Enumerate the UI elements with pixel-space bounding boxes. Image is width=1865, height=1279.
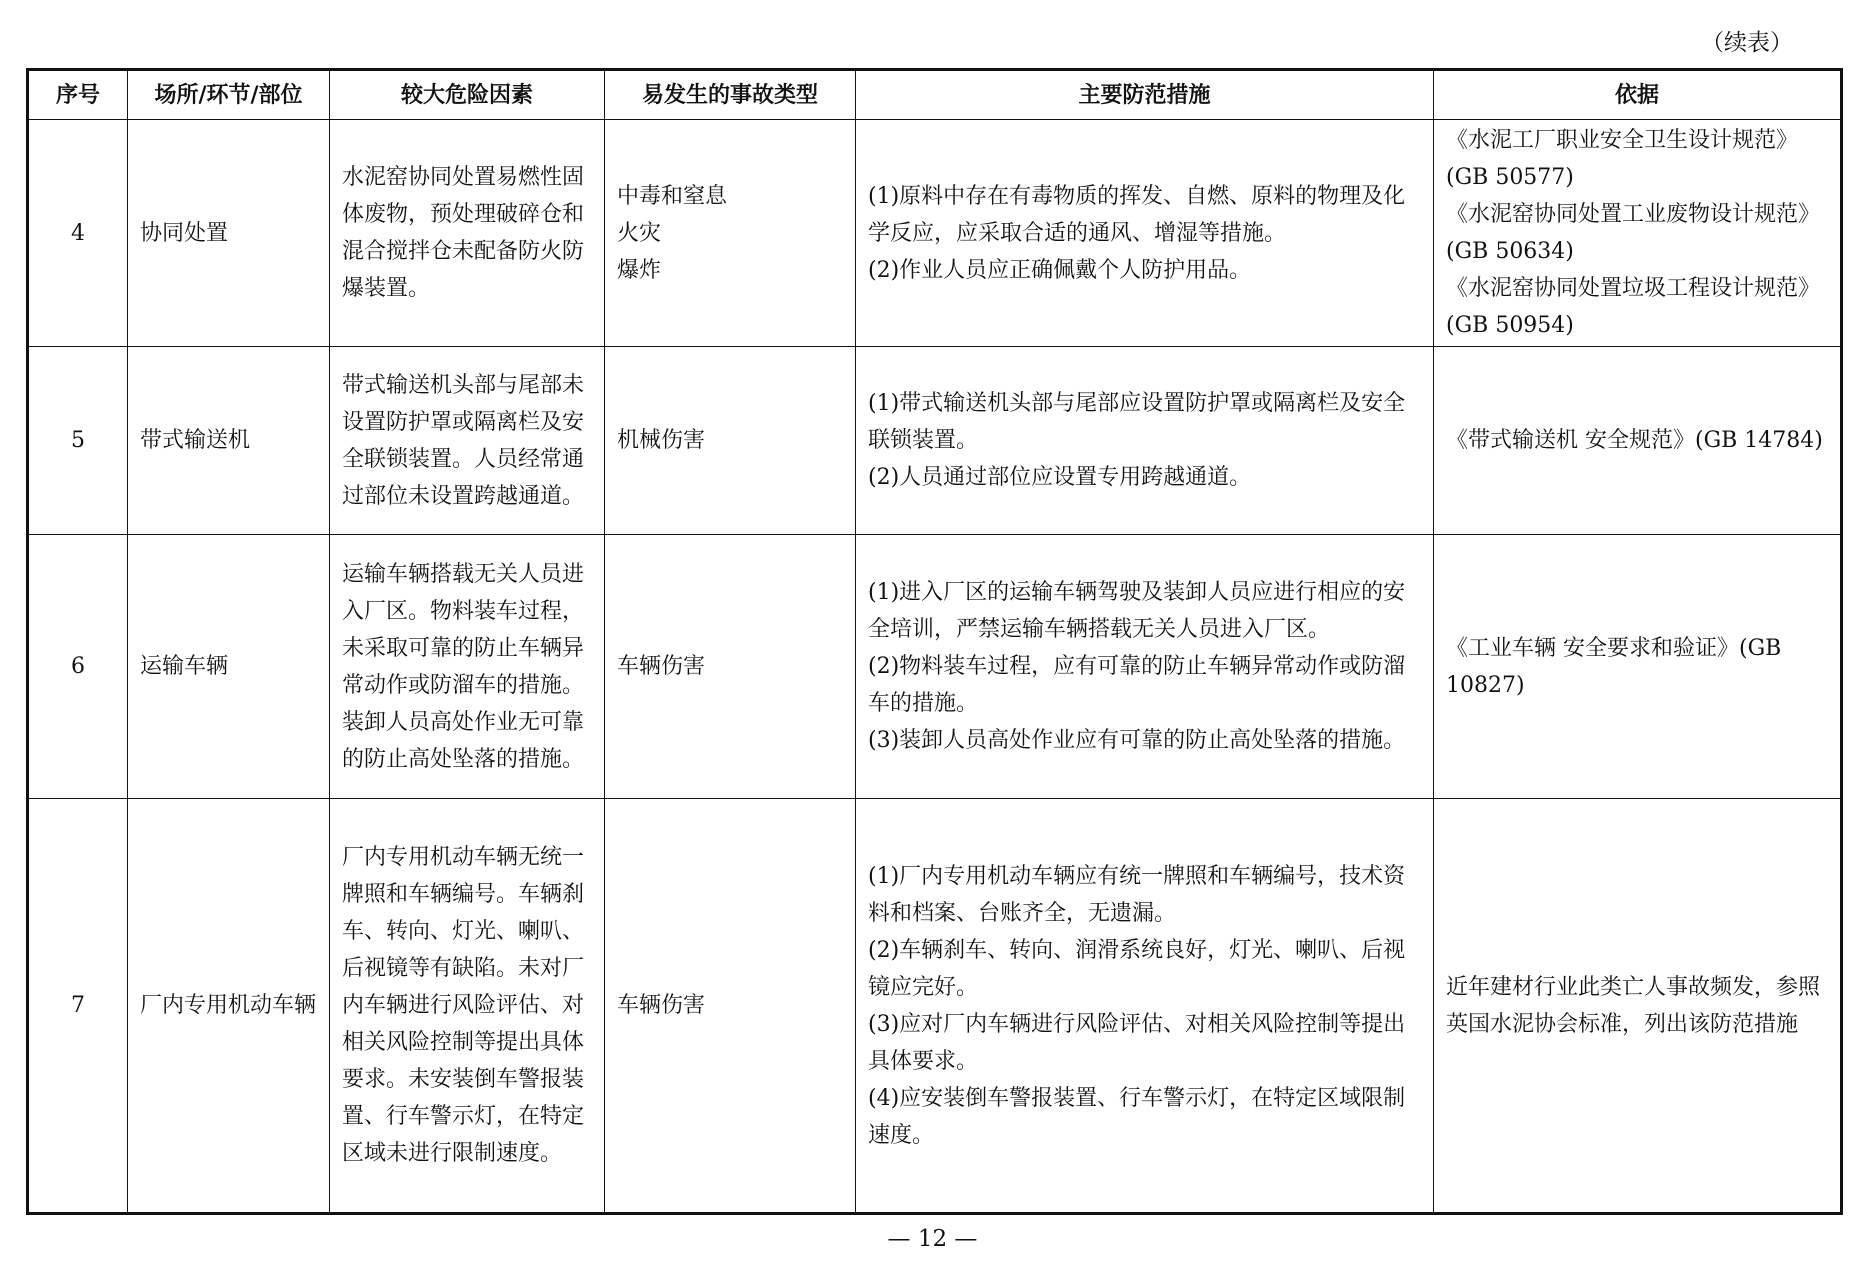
cell-hazard: 厂内专用机动车辆无统一牌照和车辆编号。车辆刹车、转向、灯光、喇叭、后视镜等有缺陷。未对厂内车辆进行风险评估、对相关风险控制等提出具体要求。未安装倒车警报装置、行车警示灯，在特定区域未进行限制速度。 <box>330 799 605 1214</box>
cell-accident-type: 机械伤害 <box>605 347 856 535</box>
cell-accident-type: 车辆伤害 <box>605 535 856 799</box>
table-row <box>28 120 1842 347</box>
table-row <box>28 347 1842 535</box>
cell-measures: (1)厂内专用机动车辆应有统一牌照和车辆编号，技术资料和档案、台账齐全，无遗漏。 (2)车辆刹车、转向、润滑系统良好，灯光、喇叭、后视镜应完好。 (3)应对厂内车辆进行风险评估、对相关风险控制等提出具体要求。 (4)应安装倒车警报装置、行车警示灯，在特定区域限制速度。 <box>856 799 1434 1214</box>
cell-no: 6 <box>28 535 128 799</box>
cell-basis: 《带式输送机 安全规范》(GB 14784) <box>1434 347 1842 535</box>
table-row <box>28 799 1842 1214</box>
page-number: — 12 — <box>887 1226 978 1252</box>
cell-accident-type: 中毒和窒息 火灾 爆炸 <box>605 120 856 347</box>
cell-measures: (1)原料中存在有毒物质的挥发、自燃、原料的物理及化学反应，应采取合适的通风、增湿等措施。 (2)作业人员应正确佩戴个人防护用品。 <box>856 120 1434 347</box>
cell-no: 7 <box>28 799 128 1214</box>
cell-measures: (1)带式输送机头部与尾部应设置防护罩或隔离栏及安全联锁装置。 (2)人员通过部位应设置专用跨越通道。 <box>856 347 1434 535</box>
header-measures: 主要防范措施 <box>856 70 1434 120</box>
cell-basis: 近年建材行业此类亡人事故频发，参照英国水泥协会标准，列出该防范措施 <box>1434 799 1842 1214</box>
header-location: 场所/环节/部位 <box>128 70 330 120</box>
cell-location: 协同处置 <box>128 120 330 347</box>
cell-location: 厂内专用机动车辆 <box>128 799 330 1214</box>
cell-no: 4 <box>28 120 128 347</box>
header-no: 序号 <box>28 70 128 120</box>
cell-basis: 《水泥工厂职业安全卫生设计规范》(GB 50577) 《水泥窑协同处置工业废物设计规范》(GB 50634) 《水泥窑协同处置垃圾工程设计规范》(GB 50954) <box>1434 120 1842 347</box>
cell-basis: 《工业车辆 安全要求和验证》(GB 10827) <box>1434 535 1842 799</box>
cell-no: 5 <box>28 347 128 535</box>
table-header-row <box>28 70 1842 120</box>
cell-location: 带式输送机 <box>128 347 330 535</box>
cell-hazard: 运输车辆搭载无关人员进入厂区。物料装车过程，未采取可靠的防止车辆异常动作或防溜车的措施。装卸人员高处作业无可靠的防止高处坠落的措施。 <box>330 535 605 799</box>
hazard-table <box>26 68 1843 1215</box>
table-row <box>28 535 1842 799</box>
header-hazard: 较大危险因素 <box>330 70 605 120</box>
continued-label: （续表） <box>1701 30 1793 56</box>
cell-accident-type: 车辆伤害 <box>605 799 856 1214</box>
cell-hazard: 带式输送机头部与尾部未设置防护罩或隔离栏及安全联锁装置。人员经常通过部位未设置跨越通道。 <box>330 347 605 535</box>
cell-location: 运输车辆 <box>128 535 330 799</box>
cell-hazard: 水泥窑协同处置易燃性固体废物，预处理破碎仓和混合搅拌仓未配备防火防爆装置。 <box>330 120 605 347</box>
header-basis: 依据 <box>1434 70 1842 120</box>
header-accident-type: 易发生的事故类型 <box>605 70 856 120</box>
cell-measures: (1)进入厂区的运输车辆驾驶及装卸人员应进行相应的安全培训，严禁运输车辆搭载无关人员进入厂区。 (2)物料装车过程，应有可靠的防止车辆异常动作或防溜车的措施。 (3)装卸人员高处作业应有可靠的防止高处坠落的措施。 <box>856 535 1434 799</box>
